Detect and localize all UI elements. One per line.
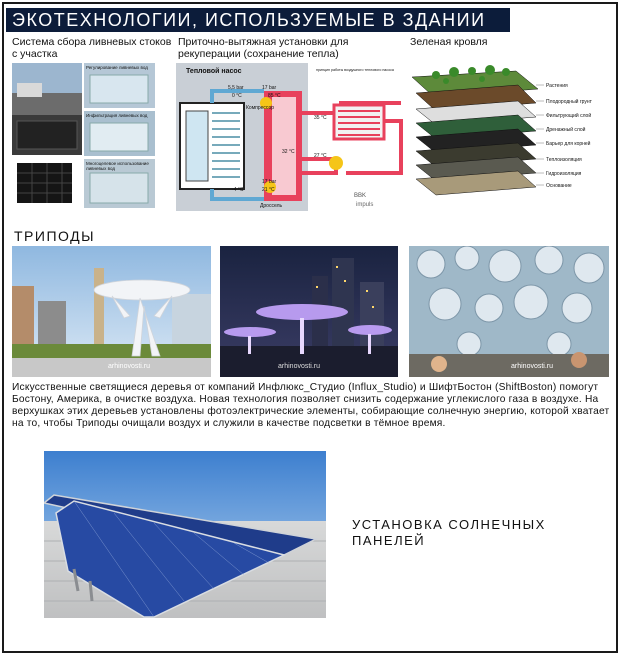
green-roof-diagram — [406, 63, 606, 209]
watermark-3: arhinovosti.ru — [511, 363, 554, 370]
heat-pump-t5: 35 °C — [314, 115, 327, 121]
roof-layer-6: Теплоизоляция — [546, 157, 582, 163]
stormwater-caption: Система сбора ливневых стоков с участка — [12, 36, 172, 60]
tripods-title: ТРИПОДЫ — [14, 228, 95, 244]
heat-pump-brand1: BBK — [354, 193, 367, 199]
roof-layer-5: Барьер для корней — [546, 141, 591, 147]
tripod-photo-render — [409, 246, 609, 377]
heat-pump-t10: 21 °C — [262, 187, 275, 193]
tripods-description: Искусственные светящиеся деревья от компаний Инфлюкс_Студио (Influx_Studio) и ШифтБостон (ShiftBoston) помогут Бостону, Америка, в очистке воздуха. Новая технология позволяет снизить содержание углекислого газа в воздухе. На верхушках этих деревьев установлены фотоэлектрические элементы, собирающие солнечную энергию, которой хватает на то, чтобы Триподы очищали воздух и служили в качестве подсветки в тёмное время. — [12, 382, 610, 429]
stormwater-label-2: Инфильтрация ливневых вод — [86, 113, 148, 118]
stormwater-label-1: Регулирование ливневых вод — [86, 65, 148, 70]
heat-pump-t4: 85 °C — [268, 93, 281, 99]
heat-pump-brand2: impuls — [356, 202, 374, 208]
heat-pump-t1: 5,5 bar — [228, 85, 244, 91]
tripod-photo-day — [12, 246, 211, 377]
stormwater-label-3: Многоцелевое использование ливневых вод — [86, 161, 149, 171]
watermark-1: arhinovosti.ru — [108, 363, 151, 370]
page-title: ЭКОТЕХНОЛОГИИ, ИСПОЛЬЗУЕМЫЕ В ЗДАНИИ — [6, 8, 510, 32]
tripod-photo-night — [220, 246, 398, 377]
stormwater-image — [12, 63, 155, 208]
heat-pump-note: принцип работы воздушного теплового насоса — [316, 68, 394, 72]
heat-pump-t6: 32 °C — [282, 149, 295, 155]
heat-pump-t9: 17 bar — [262, 179, 277, 185]
heat-pump-t3: 17 bar — [262, 85, 277, 91]
solar-title-line2: ПАНЕЛЕЙ — [352, 533, 426, 548]
roof-layer-1: Растения — [546, 83, 568, 89]
heat-pump-t2: 0 °C — [232, 93, 242, 99]
solar-title-line1: УСТАНОВКА СОЛНЕЧНЫХ — [352, 517, 546, 532]
heat-pump-title: Тепловой насос — [186, 68, 242, 75]
roof-layer-3: Фильтрующий слой — [546, 113, 592, 119]
roof-layer-2: Плодородный грунт — [546, 99, 592, 105]
heat-pump-diagram — [176, 63, 404, 211]
heat-pump-t8: -4 °C — [232, 187, 244, 193]
roof-layer-8: Основание — [546, 183, 572, 189]
ventilation-caption: Приточно-вытяжная установки для рекуперации (сохранение тепла) — [178, 36, 349, 60]
green-roof-caption: Зеленая кровля — [410, 36, 488, 48]
heat-pump-t7: 27 °C — [314, 153, 327, 159]
watermark-2: arhinovosti.ru — [278, 363, 321, 370]
heat-pump-compressor: Компрессор — [246, 105, 275, 111]
roof-layer-4: Дренажный слой — [546, 127, 586, 133]
roof-layer-7: Гидроизоляция — [546, 171, 582, 177]
heat-pump-valve: Дроссель — [260, 203, 283, 209]
solar-panels-photo — [44, 451, 326, 618]
